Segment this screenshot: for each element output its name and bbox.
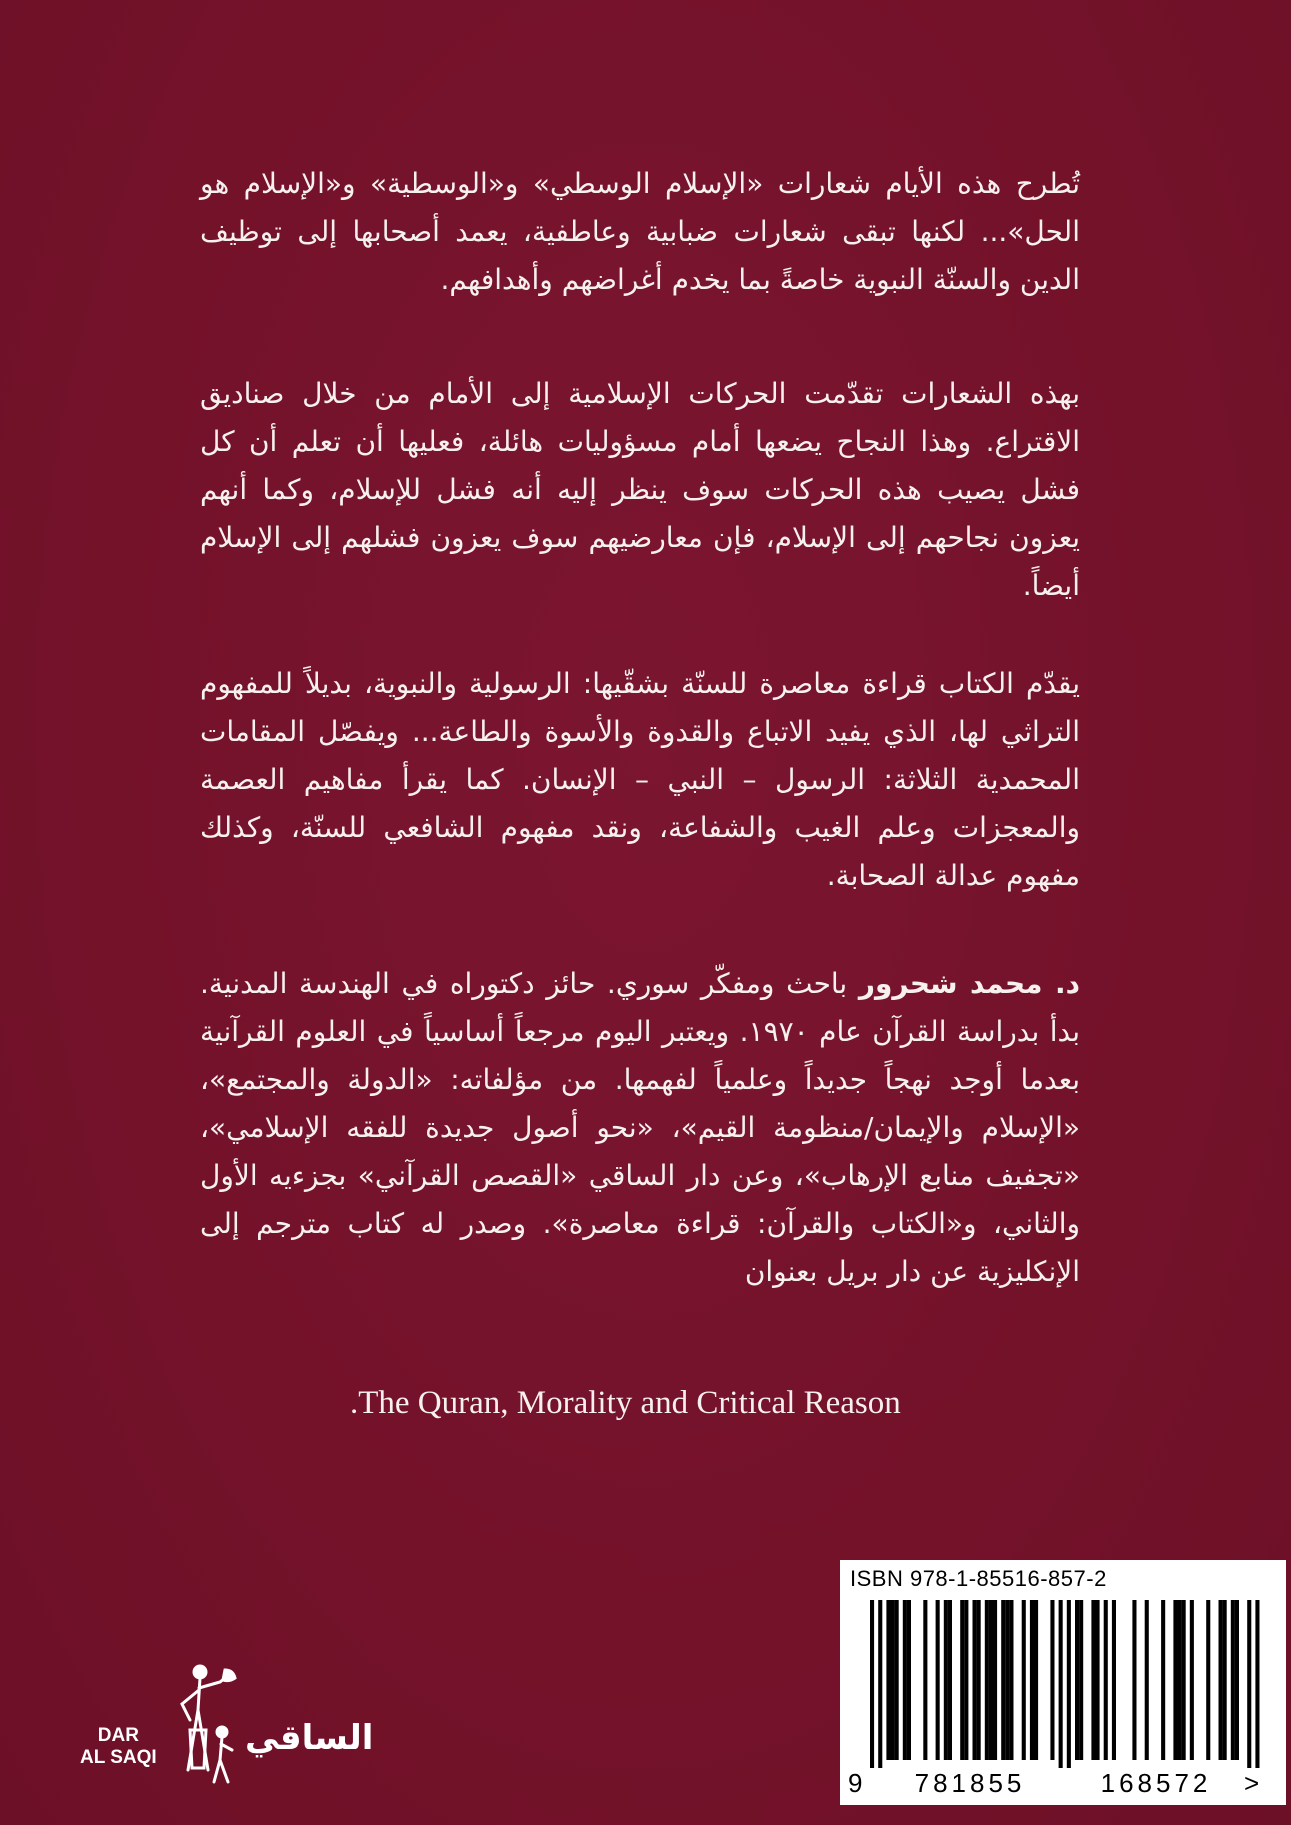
barcode-bar — [1030, 1600, 1034, 1760]
barcode-bar — [1247, 1600, 1251, 1768]
barcode-bar — [903, 1600, 907, 1760]
publisher-name-arabic: الساقي — [245, 1718, 374, 1758]
barcode-bar — [1190, 1600, 1194, 1760]
barcode-bar — [960, 1600, 964, 1760]
barcode-bar — [977, 1600, 981, 1760]
barcode-bar — [973, 1600, 977, 1760]
barcode-bar — [1022, 1600, 1026, 1760]
barcode-bar — [1182, 1600, 1186, 1760]
barcode-bar — [1132, 1600, 1136, 1760]
barcode-bar — [895, 1600, 899, 1760]
author-bio-text: باحث ومفكّر سوري. حائز دكتوراه في الهندسة المدنية. بدأ بدراسة القرآن عام ١٩٧٠. ويعتبر اليوم مرجعاً أساسياً في العلوم القرآنية بعدما أوجد نهجاً جديداً وعلمياً لفهمها. من مؤلفاته: «الدولة والمجتمع»، «الإسلام والإيمان/منظومة القيم»، «نحو أصول جديدة للفقه الإسلامي»، «تجفيف منابع الإرهاب»، وعن دار الساقي «القصص القرآني» بجزءيه الأول والثاني، و«الكتاب والقرآن: قراءة معاصرة». وصدر له كتاب مترجم إلى الإنكليزية عن دار بريل بعنوان — [200, 967, 1080, 1288]
publisher-name-line1: DAR — [97, 1725, 139, 1746]
barcode-bar — [936, 1600, 940, 1760]
blurb-paragraph-1: تُطرح هذه الأيام شعارات «الإسلام الوسطي» و«الوسطية» و«الإسلام هو الحل»... لكنها تبقى شعارات ضبابية وعاطفية، يعمد أصحابها إلى توظيف الدين والسنّة النبوية خاصةً بما يخدم أغراضهم وأهدافهم. — [200, 167, 1080, 296]
publisher-logo — [80, 1660, 374, 1800]
barcode-bar — [907, 1600, 911, 1760]
barcode-bars — [848, 1600, 1278, 1768]
isbn-label: ISBN 978-1-85516-857-2 — [850, 1566, 1107, 1591]
barcode-bar — [985, 1600, 989, 1760]
author-bio — [200, 960, 1080, 1296]
barcode-bar — [1178, 1600, 1182, 1760]
barcode-bar — [1255, 1600, 1259, 1768]
barcode-bar — [923, 1600, 927, 1760]
barcode-bar — [891, 1600, 895, 1760]
barcode-bar — [1009, 1600, 1013, 1760]
barcode-bar — [1145, 1600, 1149, 1760]
barcode-bar — [1059, 1600, 1063, 1768]
barcode-bar — [993, 1600, 997, 1760]
barcode-bar — [1223, 1600, 1227, 1760]
saqi-figure-icon — [170, 1660, 242, 1790]
publisher-name-line2: AL SAQI — [80, 1747, 157, 1768]
barcode-bar — [948, 1600, 952, 1760]
barcode-bar — [1206, 1600, 1210, 1760]
barcode-bar — [1091, 1600, 1095, 1760]
blurb-paragraph-2: بهذه الشعارات تقدّمت الحركات الإسلامية إلى الأمام من خلال صناديق الاقتراع. وهذا النجاح يضعها أمام مسؤوليات هائلة، فعليها أن تعلم أن كل فشل يصيب هذه الحركات سوف ينظر إليه أنه فشل للإسلام، وكما أنهم يعزون نجاحهم إلى الإسلام، فإن معارضيهم سوف يعزون فشلهم إلى الإسلام أيضاً. — [200, 377, 1080, 602]
barcode-bar — [1067, 1600, 1071, 1768]
barcode-bar — [1034, 1600, 1038, 1760]
barcode-bar — [964, 1600, 968, 1760]
barcode-digits — [848, 1768, 1278, 1799]
barcode-bar — [944, 1600, 948, 1760]
publisher-name-latin — [80, 1725, 157, 1769]
barcode-bar — [1235, 1600, 1239, 1760]
english-book-title: .The Quran, Morality and Critical Reason — [350, 1385, 901, 1421]
barcode-bar — [1173, 1600, 1177, 1760]
barcode-bar — [878, 1600, 882, 1768]
barcode-digit-first: 9 — [848, 1768, 863, 1798]
barcode-bar — [1079, 1600, 1083, 1760]
barcode-bar — [1005, 1600, 1009, 1760]
isbn-barcode — [840, 1560, 1286, 1805]
blurb-paragraph-3: يقدّم الكتاب قراءة معاصرة للسنّة بشقّيها: الرسولية والنبوية، بديلاً للمفهوم التراثي لها، الذي يفيد الاتباع والقدوة والأسوة والطاعة... ويفصّل المقامات المحمدية الثلاثة: الرسول – النبي – الإنسان. كما يقرأ مفاهيم العصمة والمعجزات وعلم الغيب والشفاعة، ونقد مفهوم الشافعي للسنّة، وكذلك مفهوم عدالة الصحابة. — [200, 667, 1080, 892]
barcode-bar — [1112, 1600, 1116, 1760]
barcode-bar — [1104, 1600, 1108, 1760]
barcode-digits-group1: 781855 — [914, 1768, 1026, 1798]
author-name: د. محمد شحرور — [858, 967, 1080, 1000]
barcode-bar — [1231, 1600, 1235, 1760]
barcode-bar — [1001, 1600, 1005, 1760]
barcode-bar — [1075, 1600, 1079, 1760]
barcode-bar — [886, 1600, 890, 1760]
barcode-arrow: > — [1244, 1768, 1260, 1798]
barcode-bar — [1219, 1600, 1223, 1760]
barcode-bar — [870, 1600, 874, 1768]
barcode-bar — [1161, 1600, 1165, 1760]
barcode-bar — [989, 1600, 993, 1760]
barcode-bar — [1050, 1600, 1054, 1760]
barcode-digits-group2: 168572 — [1100, 1768, 1212, 1798]
barcode-bar — [1096, 1600, 1100, 1760]
